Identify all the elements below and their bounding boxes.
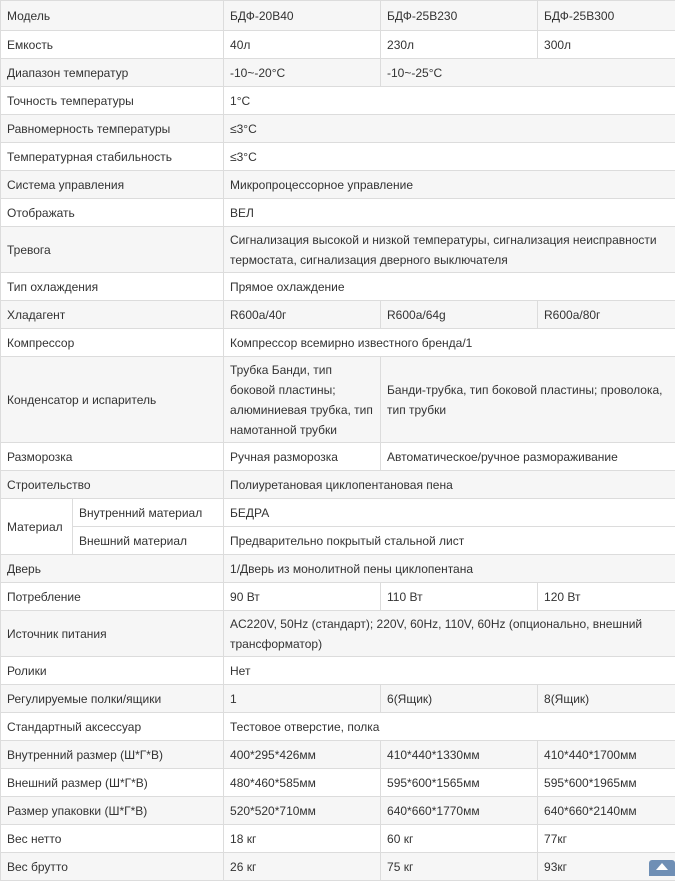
row-condenser: [1, 357, 675, 443]
cell-value: 110 Вт: [381, 583, 538, 611]
cell-value: R600a/40г: [224, 301, 381, 329]
cell-value: 40л: [224, 31, 381, 59]
row-temp-range: [1, 59, 675, 87]
cell-value: R600a/80г: [538, 301, 675, 329]
row-construction: [1, 471, 675, 499]
row-temp-accuracy: [1, 87, 675, 115]
cell-value: 640*660*2140мм: [538, 797, 675, 825]
cell-value: 595*600*1965мм: [538, 769, 675, 797]
row-outer-size: [1, 769, 675, 797]
row-control: [1, 171, 675, 199]
row-label: Хладагент: [1, 301, 224, 329]
cell-value: 400*295*426мм: [224, 741, 381, 769]
row-shelves: [1, 685, 675, 713]
row-defrost: [1, 443, 675, 471]
cell-value: 18 кг: [224, 825, 381, 853]
row-label: Точность температуры: [1, 87, 224, 115]
row-label: Внутренний размер (Ш*Г*В): [1, 741, 224, 769]
cell-value: 1/Дверь из монолитной пены циклопентана: [224, 555, 675, 583]
row-compressor: [1, 329, 675, 357]
sub-label: Внутренний материал: [73, 499, 224, 527]
cell-value: 640*660*1770мм: [381, 797, 538, 825]
row-net-weight: [1, 825, 675, 853]
cell-value: БЕДРА: [224, 499, 675, 527]
cell-value: -10~-25°C: [381, 59, 675, 87]
row-alarm: [1, 227, 675, 273]
cell-value: 77кг: [538, 825, 675, 853]
row-label: Температурная стабильность: [1, 143, 224, 171]
row-label: Равномерность температуры: [1, 115, 224, 143]
row-label: Дверь: [1, 555, 224, 583]
row-inner-size: [1, 741, 675, 769]
cell-value: БДФ-25B300: [538, 1, 675, 31]
row-label: Потребление: [1, 583, 224, 611]
row-label: Внешний размер (Ш*Г*В): [1, 769, 224, 797]
sub-label: Внешний материал: [73, 527, 224, 555]
row-label: Система управления: [1, 171, 224, 199]
cell-value: 480*460*585мм: [224, 769, 381, 797]
row-power: [1, 583, 675, 611]
cell-value: БДФ-25B230: [381, 1, 538, 31]
cell-value: 120 Вт: [538, 583, 675, 611]
cell-value: 1: [224, 685, 381, 713]
cell-value: Компрессор всемирно известного бренда/1: [224, 329, 675, 357]
row-temp-stability: [1, 143, 675, 171]
row-label: Диапазон температур: [1, 59, 224, 87]
row-refrigerant: [1, 301, 675, 329]
cell-value: Полиуретановая циклопентановая пена: [224, 471, 675, 499]
row-label: Материал: [1, 499, 73, 555]
cell-value: -10~-20°C: [224, 59, 381, 87]
cell-value: Микропроцессорное управление: [224, 171, 675, 199]
row-package-size: [1, 797, 675, 825]
chevron-up-icon: [656, 863, 668, 870]
row-label: Разморозка: [1, 443, 224, 471]
row-label: Конденсатор и испаритель: [1, 357, 224, 443]
cell-value: 60 кг: [381, 825, 538, 853]
cell-value: 26 кг: [224, 853, 381, 881]
cell-value: 410*440*1700мм: [538, 741, 675, 769]
row-label: Тип охлаждения: [1, 273, 224, 301]
row-gross-weight: [1, 853, 675, 881]
cell-value: Автоматическое/ручное размораживание: [381, 443, 675, 471]
row-casters: [1, 657, 675, 685]
row-temp-uniformity: [1, 115, 675, 143]
cell-value: ВЕЛ: [224, 199, 675, 227]
cell-value: 6(Ящик): [381, 685, 538, 713]
cell-value: 75 кг: [381, 853, 538, 881]
cell-value: ≤3°C: [224, 115, 675, 143]
row-cooling: [1, 273, 675, 301]
row-model: [1, 1, 675, 31]
row-accessory: [1, 713, 675, 741]
cell-value: Предварительно покрытый стальной лист: [224, 527, 675, 555]
row-label: Ролики: [1, 657, 224, 685]
cell-value: Ручная разморозка: [224, 443, 381, 471]
row-supply: [1, 611, 675, 657]
cell-value: 8(Ящик): [538, 685, 675, 713]
row-display: [1, 199, 675, 227]
row-label: Компрессор: [1, 329, 224, 357]
row-label: Строительство: [1, 471, 224, 499]
row-capacity: [1, 31, 675, 59]
cell-value: ≤3°C: [224, 143, 675, 171]
cell-value: Прямое охлаждение: [224, 273, 675, 301]
cell-value: 520*520*710мм: [224, 797, 381, 825]
row-label: Тревога: [1, 227, 224, 273]
row-label: Источник питания: [1, 611, 224, 657]
cell-value: Банди-трубка, тип боковой пластины; проволока, тип трубки: [381, 357, 675, 443]
cell-value: 93кг: [538, 853, 675, 881]
row-label: Стандартный аксессуар: [1, 713, 224, 741]
cell-value: Трубка Банди, тип боковой пластины; алюминиевая трубка, тип намотанной трубки: [224, 357, 381, 443]
row-label: Емкость: [1, 31, 224, 59]
cell-value: Сигнализация высокой и низкой температуры, сигнализация неисправности термостата, сигнализация дверного выключателя: [224, 227, 675, 273]
cell-value: БДФ-20B40: [224, 1, 381, 31]
row-label: Вес нетто: [1, 825, 224, 853]
row-door: [1, 555, 675, 583]
cell-value: 595*600*1565мм: [381, 769, 538, 797]
cell-value: Нет: [224, 657, 675, 685]
cell-value: AC220V, 50Hz (стандарт); 220V, 60Hz, 110V, 60Hz (опционально, внешний трансформатор): [224, 611, 675, 657]
cell-value: 300л: [538, 31, 675, 59]
cell-value: Тестовое отверстие, полка: [224, 713, 675, 741]
row-label: Размер упаковки (Ш*Г*В): [1, 797, 224, 825]
row-label: Модель: [1, 1, 224, 31]
cell-value: R600a/64g: [381, 301, 538, 329]
cell-value: 410*440*1330мм: [381, 741, 538, 769]
cell-value: 230л: [381, 31, 538, 59]
cell-value: 1°C: [224, 87, 675, 115]
row-label: Вес брутто: [1, 853, 224, 881]
row-material-inner: [1, 499, 675, 527]
row-label: Отображать: [1, 199, 224, 227]
cell-value: 90 Вт: [224, 583, 381, 611]
row-material-outer: [1, 527, 675, 555]
row-label: Регулируемые полки/ящики: [1, 685, 224, 713]
